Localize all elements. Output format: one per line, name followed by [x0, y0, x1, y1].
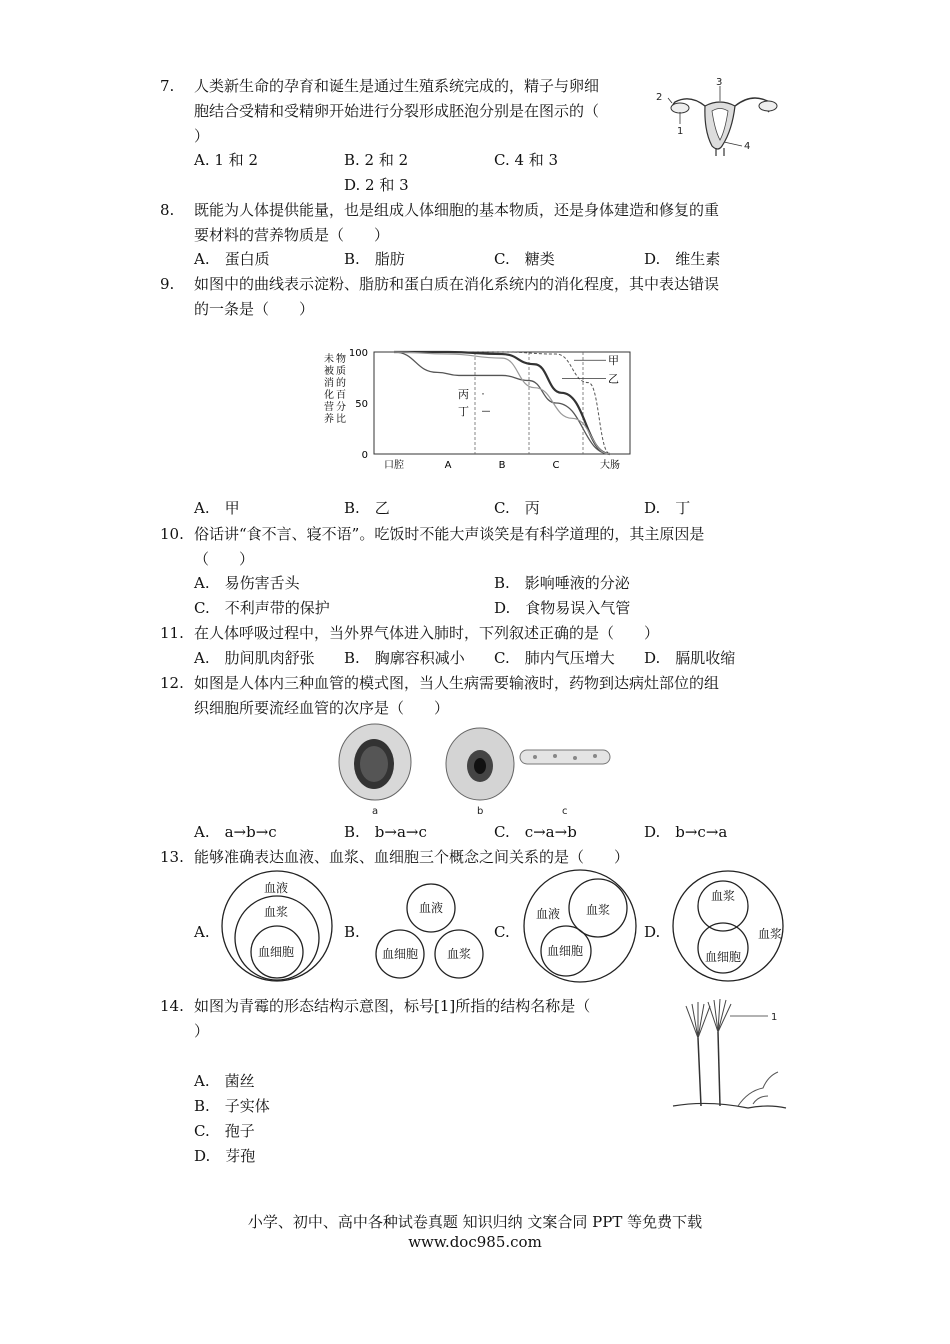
circle-diagram-b [376, 884, 483, 978]
y-axis-label-char: 未 [324, 354, 334, 365]
question-text-line: ） [194, 1022, 210, 1040]
option-c[interactable]: C. [494, 923, 510, 941]
y-axis-label-char: 养 [324, 414, 334, 425]
y-tick-label: 50 [355, 399, 368, 410]
option-d[interactable]: D. [644, 923, 661, 941]
x-tick-label: B [498, 460, 506, 471]
circle-diagram-c [524, 870, 636, 982]
option-b[interactable]: B. 乙 [344, 499, 390, 517]
y-axis-label-char: 百 [336, 390, 346, 401]
series-label: 丙 [458, 387, 469, 401]
question-number: 14. [160, 997, 184, 1015]
x-tick-label: C [552, 460, 560, 471]
option-d[interactable]: D. 食物易误入气管 [494, 599, 631, 617]
option-b[interactable]: B. 子实体 [194, 1097, 270, 1115]
svg-text:血细胞: 血细胞 [705, 950, 742, 964]
y-tick-label: 100 [348, 348, 368, 359]
y-axis-label-char: 分 [336, 402, 346, 413]
reproductive-system-figure [650, 76, 790, 158]
option-c[interactable]: C. 丙 [494, 499, 540, 517]
question-11 [160, 621, 780, 646]
footer-url[interactable]: www.doc985.com [408, 1233, 542, 1251]
option-b[interactable]: B. b→a→c [344, 823, 427, 841]
question-text-line: ） [194, 127, 210, 145]
options-q10-row2 [194, 596, 794, 621]
options-q11 [194, 646, 794, 671]
series-line-1 [394, 352, 610, 454]
question-number: 12. [160, 674, 184, 692]
y-axis-label-char: 比 [336, 414, 346, 425]
question-12 [160, 671, 780, 721]
question-text-line: 胞结合受精和受精卵开始进行分裂形成胚泡分别是在图示的（ [194, 102, 600, 120]
question-text-line: 能够准确表达血液、血浆、血细胞三个概念之间关系的是（ ） [194, 848, 630, 866]
question-number: 10. [160, 525, 184, 543]
option-b[interactable]: B. [344, 923, 360, 941]
chart-series [394, 352, 610, 454]
option-a[interactable]: A. a→b→c [194, 823, 277, 841]
option-a[interactable]: A. 1 和 2 [194, 151, 258, 169]
option-a[interactable]: A. 菌丝 [194, 1072, 255, 1090]
option-c[interactable]: C. c→a→b [494, 823, 577, 841]
y-axis-label-char: 被 [324, 366, 334, 377]
options-q7-row2 [194, 173, 794, 198]
x-tick-label: 口腔 [384, 460, 404, 471]
question-number: 11. [160, 624, 184, 642]
y-tick-label: 0 [361, 450, 368, 461]
option-a[interactable]: A. 蛋白质 [194, 250, 270, 268]
question-text-line: 的一条是（ ） [194, 300, 315, 318]
option-a[interactable]: A. 易伤害舌头 [194, 574, 300, 592]
svg-text:血液: 血液 [419, 901, 444, 915]
option-c[interactable]: C. 糖类 [494, 250, 555, 268]
y-axis-label-char: 消 [324, 378, 334, 389]
option-b[interactable]: B. 脂肪 [344, 250, 405, 268]
option-d[interactable]: D. 膈肌收缩 [644, 649, 736, 667]
question-text-line: 俗话讲“食不言、寝不语”。吃饭时不能大声谈笑是有科学道理的，其主原因是 [194, 525, 705, 543]
y-axis-label-char: 的 [336, 378, 346, 389]
vessel-label-b: b [477, 806, 484, 817]
options-q12 [194, 820, 794, 845]
figure-label: 2 [656, 92, 663, 103]
y-axis-label-char: 质 [336, 366, 346, 377]
concept-circles-figure [210, 868, 790, 984]
question-text-line: 要材料的营养物质是（ ） [194, 226, 390, 244]
option-b[interactable]: B. 2 和 2 [344, 151, 409, 169]
y-axis-label-char: 化 [324, 390, 334, 401]
digestion-chart [310, 340, 640, 480]
svg-text:血细胞: 血细胞 [382, 947, 419, 961]
series-label: 丁 [458, 405, 469, 419]
options-q9 [194, 496, 794, 521]
question-text-line: 人类新生命的孕育和诞生是通过生殖系统完成的，精子与卵细 [194, 77, 600, 95]
option-b[interactable]: B. 影响唾液的分泌 [494, 574, 630, 592]
question-text-line: 如图为青霉的形态结构示意图，标号[1]所指的结构名称是（ [194, 997, 591, 1015]
svg-text:血浆: 血浆 [758, 927, 783, 941]
footer-line-1: 小学、初中、高中各种试卷真题 知识归纳 文案合同 PPT 等免费下载 [247, 1213, 703, 1231]
svg-text:血细胞: 血细胞 [258, 945, 295, 959]
option-c[interactable]: C. 4 和 3 [494, 151, 559, 169]
option-c[interactable]: C. 不利声带的保护 [194, 599, 330, 617]
figure-label: 1 [677, 126, 684, 137]
penicillium-figure [668, 996, 793, 1120]
y-axis-label-char: 营 [324, 402, 334, 413]
option-a[interactable]: A. 肋间肌肉舒张 [194, 649, 315, 667]
question-text-line: 既能为人体提供能量，也是组成人体细胞的基本物质，还是身体建造和修复的重 [194, 201, 720, 219]
option-d[interactable]: D. 维生素 [644, 250, 721, 268]
question-number: 8. [160, 201, 175, 219]
question-number: 7. [160, 77, 175, 95]
figure-label: 4 [744, 141, 751, 152]
question-text-line: 如图是人体内三种血管的模式图，当人生病需要输液时，药物到达病灶部位的组 [194, 674, 720, 692]
blood-vessels-figure [330, 720, 620, 820]
question-number: 9. [160, 275, 175, 293]
x-tick-label: 大肠 [600, 460, 620, 471]
svg-text:血液: 血液 [264, 881, 289, 895]
series-line-2 [394, 352, 610, 454]
chart-y-axis-label [324, 352, 346, 425]
y-axis-label-char: 物 [336, 354, 346, 365]
question-text-line: （ ） [194, 550, 255, 568]
option-b[interactable]: B. 胸廓容积减小 [344, 649, 465, 667]
series-line-3 [394, 352, 610, 454]
svg-text:血浆: 血浆 [264, 905, 289, 919]
svg-text:血浆: 血浆 [447, 947, 472, 961]
option-a[interactable]: A. 甲 [194, 499, 240, 517]
figure-label: 3 [716, 77, 723, 88]
circle-diagram-a [222, 871, 332, 981]
question-9 [160, 272, 780, 322]
option-a[interactable]: A. [194, 923, 210, 941]
options-q10 [194, 571, 794, 596]
figure-label-1: 1 [771, 1012, 778, 1023]
option-d[interactable]: D. b→c→a [644, 823, 728, 841]
vessel-label-a: a [372, 806, 379, 817]
question-13 [160, 845, 780, 870]
options-q8 [194, 247, 794, 272]
option-d[interactable]: D. 丁 [644, 499, 691, 517]
question-text-line: 织细胞所要流经血管的次序是（ ） [194, 699, 450, 717]
option-d[interactable]: D. 2 和 3 [344, 176, 409, 194]
svg-text:血细胞: 血细胞 [547, 944, 584, 958]
svg-text:血浆: 血浆 [586, 903, 611, 917]
svg-text:血液: 血液 [536, 907, 561, 921]
question-text-line: 在人体呼吸过程中，当外界气体进入肺时，下列叙述正确的是（ ） [194, 624, 660, 642]
question-text-line: 如图中的曲线表示淀粉、脂肪和蛋白质在消化系统内的消化程度，其中表达错误 [194, 275, 720, 293]
question-number: 13. [160, 848, 184, 866]
x-tick-label: A [444, 460, 452, 471]
options-q14 [194, 1069, 270, 1169]
series-label: 甲 [608, 354, 619, 368]
option-d[interactable]: D. 芽孢 [194, 1147, 256, 1165]
option-c[interactable]: C. 肺内气压增大 [494, 649, 615, 667]
question-10 [160, 522, 780, 572]
question-8 [160, 198, 780, 248]
series-label: 乙 [608, 372, 619, 386]
series-line-0 [394, 352, 610, 454]
footer [0, 1212, 950, 1252]
option-c[interactable]: C. 孢子 [194, 1122, 255, 1140]
vessel-label-c: c [562, 806, 568, 817]
svg-text:血浆: 血浆 [711, 889, 736, 903]
circle-diagram-d [673, 871, 783, 981]
